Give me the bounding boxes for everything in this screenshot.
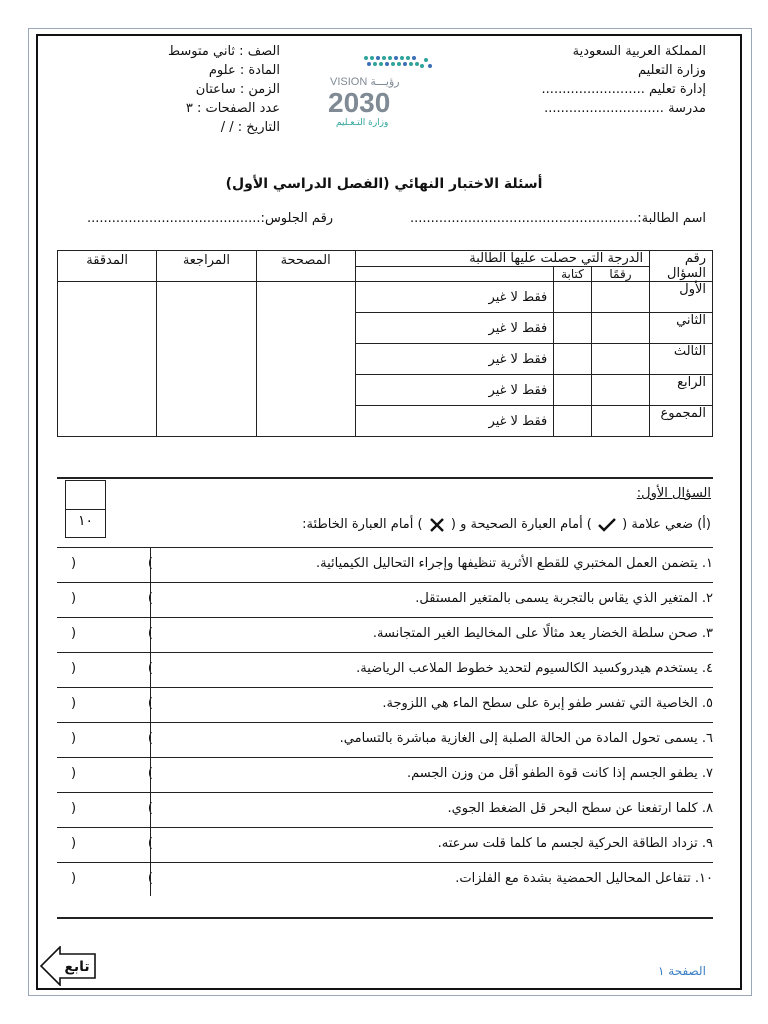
logo-ministry-text: وزارة التـعـليم <box>336 118 389 128</box>
ministry-line: وزارة التعليم <box>637 63 706 78</box>
instruction-part-b: ) أمام العبارة الصحيحة و ( <box>450 517 592 532</box>
instruction-part-a: (أ) ضعي علامة ( <box>622 517 711 532</box>
score-words-cell[interactable] <box>554 313 591 344</box>
instruction-part-c: ) أمام العبارة الخاطئة: <box>302 517 423 532</box>
row-suffix: فقط لا غير <box>355 313 553 344</box>
list-item: ٤. يستخدم هيدروكسيد الكالسيوم لتحديد خطوط الملاعب الرياضية. ) ( <box>57 652 713 687</box>
row-label: الثاني <box>650 313 713 344</box>
score-digits-cell[interactable] <box>591 282 649 313</box>
next-page-arrow-button[interactable] <box>40 946 96 986</box>
list-item: ١٠. تتفاعل المحاليل الحمضية بشدة مع الفلزات. ) ( <box>57 862 713 897</box>
school-line: مدرسة ............................. <box>544 101 706 116</box>
score-digits-cell[interactable] <box>591 406 649 437</box>
score-digits-cell[interactable] <box>591 375 649 406</box>
col-header-digits: رقمًا <box>591 267 649 282</box>
student-name-field[interactable]: اسم الطالبة:....................................................... <box>410 211 706 226</box>
time-field: الزمن : ساعتان <box>195 82 280 97</box>
list-item: ٣. صحن سلطة الخضار يعد مثالًا على المخاليط الغير المتجانسة. ) ( <box>57 617 713 652</box>
question1-title: السؤال الأول: <box>636 486 711 501</box>
row-label: الأول <box>650 282 713 313</box>
item-text: ١. يتضمن العمل المختبري للقطع الأثرية تنظيفها وإجراء التحاليل الكيميائية. <box>315 556 713 571</box>
col-header-auditor: المدققة <box>58 251 157 282</box>
exam-title: أسئلة الاختبار النهائي (الفصل الدراسي الأول) <box>225 176 543 192</box>
exam-info <box>145 42 280 137</box>
score-digits-cell[interactable] <box>591 344 649 375</box>
vision-2030-logo <box>326 52 438 130</box>
answer-column-divider <box>150 547 151 896</box>
score-digits-cell[interactable] <box>591 313 649 344</box>
col-header-question: رقم السؤال <box>650 251 713 282</box>
item-text: ٩. تزداد الطاقة الحركية لجسم ما كلما قلت سرعته. <box>437 836 713 851</box>
col-header-corrector: المصححة <box>256 251 355 282</box>
item-text: ٥. الخاصية التي تفسر طفو إبرة على سطح الماء هي اللزوجة. <box>382 696 713 711</box>
item-text: ١٠. تتفاعل المحاليل الحمضية بشدة مع الفلزات. <box>455 871 713 886</box>
item-text: ٣. صحن سلطة الخضار يعد مثالًا على المخاليط الغير المتجانسة. <box>372 626 713 641</box>
list-item: ٩. تزداد الطاقة الحركية لجسم ما كلما قلت سرعته. ) ( <box>57 827 713 862</box>
row-suffix: فقط لا غير <box>355 375 553 406</box>
score-words-cell[interactable] <box>554 282 591 313</box>
row-suffix: فقط لا غير <box>355 282 553 313</box>
score-words-cell[interactable] <box>554 406 591 437</box>
page-number: الصفحة ١ <box>658 964 706 978</box>
table-row <box>58 282 713 313</box>
list-item: ٦. يسمى تحول المادة من الحالة الصلبة إلى الغازية مباشرة بالتسامي. ) ( <box>57 722 713 757</box>
col-header-words: كتابة <box>554 267 591 282</box>
reviewer-cell[interactable] <box>157 282 256 437</box>
seat-number-field[interactable]: رقم الجلوس:.......................................... <box>87 211 334 226</box>
logo-year: 2030 <box>328 87 391 118</box>
list-item: ٢. المتغير الذي يقاس بالتجربة يسمى بالمتغير المستقل. ) ( <box>57 582 713 617</box>
auditor-cell[interactable] <box>58 282 157 437</box>
item-text: ٤. يستخدم هيدروكسيد الكالسيوم لتحديد خطوط الملاعب الرياضية. <box>356 661 713 676</box>
question1-score: ١٠ <box>77 513 94 529</box>
logo-vision-text: VISION رؤيـــة <box>330 76 400 88</box>
school-header <box>542 42 706 118</box>
bottom-divider <box>57 917 713 919</box>
education-admin-line: إدارة تعليم ......................... <box>541 82 706 97</box>
item-text: ٢. المتغير الذي يقاس بالتجربة يسمى بالمتغير المستقل. <box>415 591 713 606</box>
score-words-cell[interactable] <box>554 344 591 375</box>
list-item: ٧. يطفو الجسم إذا كانت قوة الطفو أقل من وزن الجسم. ) ( <box>57 757 713 792</box>
kingdom-line: المملكة العربية السعودية <box>572 44 706 59</box>
row-label: الثالث <box>650 344 713 375</box>
date-field: التاريخ : / / <box>220 120 280 135</box>
cross-icon <box>429 518 445 532</box>
grades-table <box>57 250 713 437</box>
corrector-cell[interactable] <box>256 282 355 437</box>
question1-items <box>57 547 713 897</box>
next-label: تابع <box>64 959 90 975</box>
item-text: ٦. يسمى تحول المادة من الحالة الصلبة إلى الغازية مباشرة بالتسامي. <box>339 731 713 746</box>
col-header-score: الدرجة التي حصلت عليها الطالبة <box>355 251 649 267</box>
pages-field: عدد الصفحات : ٣ <box>185 101 280 116</box>
subject-field: المادة : علوم <box>208 63 280 78</box>
checkmark-icon <box>598 518 616 532</box>
logo-dots <box>364 56 432 68</box>
item-text: ٧. يطفو الجسم إذا كانت قوة الطفو أقل من وزن الجسم. <box>406 766 713 781</box>
score-words-cell[interactable] <box>554 375 591 406</box>
col-header-words-spacer <box>355 267 553 282</box>
row-suffix: فقط لا غير <box>355 344 553 375</box>
row-label: المجموع <box>650 406 713 437</box>
row-suffix: فقط لا غير <box>355 406 553 437</box>
question1-instruction <box>302 517 711 532</box>
grade-field: الصف : ثاني متوسط <box>168 44 280 59</box>
row-label: الرابع <box>650 375 713 406</box>
item-text: ٨. كلما ارتفعنا عن سطح البحر قل الضغط الجوي. <box>447 801 713 816</box>
question1-score-box <box>65 480 106 538</box>
list-item: ٨. كلما ارتفعنا عن سطح البحر قل الضغط الجوي. ) ( <box>57 792 713 827</box>
section-divider <box>57 477 713 479</box>
col-header-reviewer: المراجعة <box>157 251 256 282</box>
score-box-divider <box>66 509 105 510</box>
list-item: ٥. الخاصية التي تفسر طفو إبرة على سطح الماء هي اللزوجة. ) ( <box>57 687 713 722</box>
list-item: ١. يتضمن العمل المختبري للقطع الأثرية تنظيفها وإجراء التحاليل الكيميائية. ) ( <box>57 547 713 582</box>
